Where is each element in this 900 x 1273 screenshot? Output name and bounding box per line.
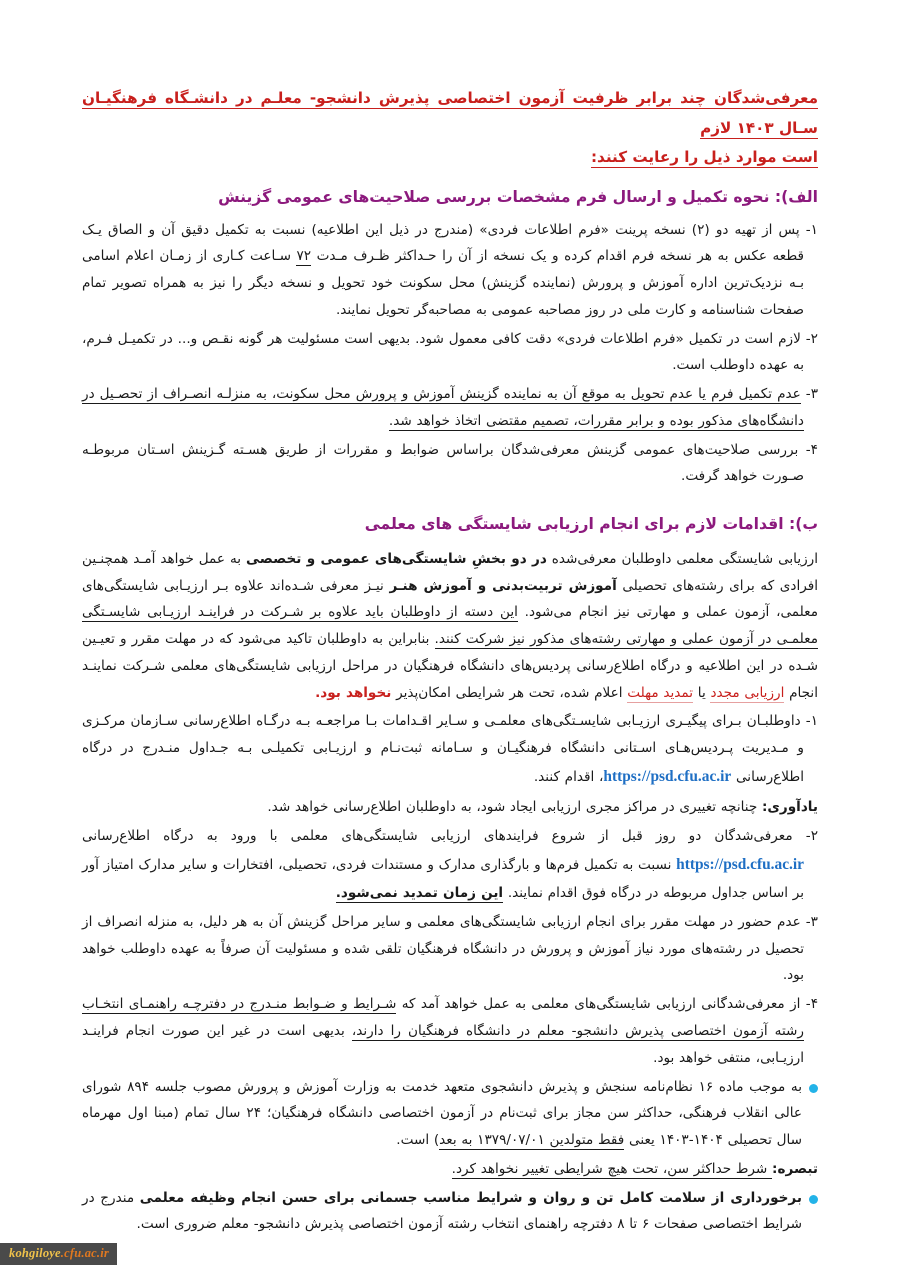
item-text: معرفی‌شدگان دو روز قبل از شروع فرایندهای ارزیابی شایستگی‌های معلمی با ورود به درگاه اطلاع‌رسانی — [82, 828, 793, 845]
item-text: پس از تهیه دو (۲) نسخه پرینت «فرم اطلاعات فردی» (مندرج در ذیل این اطلاعیه) نسبت به تکمیل دقیق آن و الصاق یـک قطعه عکس به هر نسخه فرم اقدام کرده و یک نسخه از آن را حـداکثر ظـرف مـدت — [82, 221, 804, 265]
item-text: عدم حضور در مهلت مقرر برای انجام ارزیابی شایستگی‌های معلمی و سایر مراحل گزینش آن به هر دلیل، به منزله انصراف از تحصیل در رشته‌های مورد نیاز آموزش و پرورش در دانشگاه فرهنگیان تلقی شده و مسئولیت آن صرفاً به عهده داوطلب خواهد بود. — [82, 913, 804, 984]
section-b-item-2 — [82, 823, 818, 907]
bullet-underlined-birthdate: فقط متولدین ۱۳۷۹/۰۷/۰۱ به بعد — [439, 1132, 625, 1149]
intro-t3: نیـز معرفی شـده‌اند علاوه بـر ارزیـابی شایستگی‌های معلمی، آزمون عملی و مهارتی نیز انجام می‌شود. — [82, 577, 818, 621]
document-title-line1: معرفی‌شدگان چند برابر ظرفیت آزمون اختصاصی پذیرش دانشجو- معلـم در دانشـگاه فرهنگیـان سـال ۱۴۰۳ لازم — [82, 89, 818, 137]
section-b-item-3 — [82, 909, 818, 989]
item-text-underlined: عدم تکمیل فرم یا عدم تحویل به موقع آن به نماینده گزینش آموزش و پرورش محل سکونت، به منزلـه انصـراف از تحصـیل در دانشگاه‌های مذکور بوده و برابر مقررات، تصمیم مقتضی اتخاذ خواهد شد. — [82, 386, 804, 429]
section-b-item-4 — [82, 991, 818, 1071]
item-number: ۴- — [805, 441, 818, 458]
item-text-cont: بدیهی است در غیر این صورت انجام فراینـد ارزیـابی، منتفی خواهد بود. — [82, 1023, 804, 1066]
bullet-dot-icon — [809, 1084, 818, 1093]
item-highlight-72: ۷۲ — [296, 248, 312, 265]
reminder-label: یادآوری: — [761, 799, 818, 816]
document-content — [82, 84, 818, 1240]
bullet-t2: ) است. — [396, 1132, 440, 1149]
section-b-item-1 — [82, 708, 818, 792]
intro-underlined-note: این دسته از داوطلبان باید علاوه بر شـرکت در فراینـد ارزیـابی شایسـتگی معلمـی در آزمون عملی و مهارتی رشته‌های مذکور نیز شرکت کنند. — [82, 604, 819, 648]
bullet-text-health-requirement — [82, 1185, 802, 1239]
site-watermark — [0, 1243, 117, 1265]
item-text-cont: سـاعت کـاری از زمـان اعلام اسامی بـه نزدیک‌ترین اداره آموزش و پرورش (نماینده گزینش) محل سکونت خود تحویل و نسخه دیگر را نیز به همراه تصویر تمام صفحات شناسنامه و کارت ملی در روز مصاحبه عمومی به مصاحبه‌گر تحویل نمایند. — [82, 248, 804, 318]
bullet-t1: به موجب ماده ۱۶ نظام‌نامه سنجش و پذیرش دانشجوی متعهد خدمت به وزارت آموزش و پرورش مصوب جلسه ۸۹۴ شورای عالی انقلاب فرهنگی، حداکثر سن مجاز برای ثبت‌نام در آزمون اختصاصی دانشگاه فرهنگیان؛ ۲۴ سال تمام (مبنا اول مهرماه سال تحصیلی ۱۴۰۴-۱۴۰۳ یعنی — [82, 1078, 803, 1149]
section-b-intro — [82, 546, 818, 707]
intro-bold-fields: آموزش تربیت‌بدنی و آموزش هنـر — [389, 577, 617, 594]
item-number: ۲- — [805, 828, 818, 845]
section-a-item-4 — [82, 437, 818, 491]
intro-t6: اعلام شده، تحت هر شرایطی امکان‌پذیر — [391, 684, 628, 701]
item-bold-no-extension: این زمان تمدید نمی‌شود. — [335, 885, 504, 902]
reminder-text: چنانچه تغییری در مراکز مجری ارزیابی ایجاد شود، به داوطلبان اطلاع‌رسانی خواهد شد. — [267, 799, 762, 816]
intro-t2: به عمل خواهد آمـد همچنـین افرادی که برای رشته‌های تحصیلی — [82, 550, 818, 594]
psd-portal-url-link-2[interactable]: https://psd.cfu.ac.ir — [676, 855, 804, 873]
item-number: ۳- — [805, 913, 818, 930]
item-number: ۴- — [805, 996, 819, 1013]
intro-red-not-possible: نخواهد بود. — [315, 684, 392, 701]
item-number: ۲- — [805, 330, 818, 347]
watermark-subdomain: kohgiloye — [9, 1246, 61, 1261]
document-title-line2: است موارد ذیل را رعایت کنند: — [590, 148, 818, 167]
section-a-item-2 — [82, 326, 818, 380]
item-text: داوطلبـان بـرای پیگیـری ارزیـابی شایسـتگی‌های معلمـی و سـایر اقـدامات بـا مراجعـه بـه درگـاه اطلاع‌رسانی سـازمان مرکـزی و مـدیریت پـردیس‌هـای اسـتانی دانشگاه فرهنگیـان و سـامانه ثبت‌نـام و ارزیـابی تکمیلـی بـه جـداول منـدرج در درگاه اطلاع‌رسانی — [82, 713, 804, 785]
watermark-domain: .cfu.ac.ir — [60, 1246, 109, 1261]
item-text-cont: نسبت به تکمیل فرم‌ها و بارگذاری مدارک و مستندات فردی، تحصیلی، افتخارات و سایر مدارک امتیاز آور بر اساس جداول مربوطه در درگاه فوق اقدام نمایند. — [82, 856, 804, 902]
section-a-heading: الف): نحوه تکمیل و ارسال فرم مشخصات بررسی صلاحیت‌های عمومی گزینش — [218, 187, 818, 206]
bullet-dot-icon — [809, 1195, 818, 1204]
bullet-plain-health: مندرج در شرایط اختصاصی صفحات ۶ تا ۸ دفترچه راهنمای انتخاب رشته آزمون اختصاصی پذیرش دانشجو- معلم ضروری است. — [82, 1189, 802, 1233]
section-b-reminder-note — [82, 794, 818, 821]
item-number: ۳- — [805, 386, 818, 403]
intro-t1: ارزیابی شایستگی معلمی داوطلبان معرفی‌شده — [546, 550, 819, 567]
psd-portal-url-link[interactable]: https://psd.cfu.ac.ir — [603, 767, 732, 785]
item-text: بررسی صلاحیت‌های عمومی گزینش معرفی‌شدگان براساس ضوابط و مقررات از طریق هسـته گـزینش اسـتان مربوطـه صـورت خواهد گرفت. — [82, 441, 804, 485]
tabsareh-note — [82, 1156, 818, 1183]
tabsareh-label: تبصره: — [772, 1160, 818, 1177]
tabsareh-text: شرط حداکثر سن، تحت هیچ شرایطی تغییر نخواهد کرد. — [451, 1160, 773, 1177]
bullet-item-age-limit — [82, 1074, 818, 1154]
item-underlined-conditions: شـرایط و ضـوابط منـدرج در دفترچـه راهنمـای انتخـاب رشته آزمون اختصاصی پذیرش دانشجو- معلم در دانشگاه فرهنگیان را دارند، — [82, 996, 805, 1039]
intro-red-deadline-extension: تمدید مهلت — [627, 684, 694, 701]
item-number: ۱- — [805, 221, 818, 238]
intro-red-reassessment: ارزیابی مجدد — [710, 684, 785, 701]
item-text-cont: ، اقدام کنند. — [533, 768, 604, 785]
intro-t5: یا — [693, 684, 711, 701]
section-b-heading: ب): اقدامات لازم برای انجام ارزیابی شایستگی های معلمی — [364, 515, 818, 534]
item-text: لازم است در تکمیل «فرم اطلاعات فردی» دقت کافی معمول شود. بدیهی است مسئولیت هر گونه نقـص و... در تکمیـل فـرم، به عهده داوطلب است. — [82, 330, 804, 374]
intro-bold-competency-sections: در دو بخشِ شایستگی‌های عمومی و تخصصی — [245, 550, 547, 567]
item-text: از معرفی‌شدگانی ارزیابی شایستگی‌های معلمی به عمل خواهد آمد که — [396, 996, 801, 1013]
bullet-bold-health: برخورداری از سلامت کامل تن و روان و شرایط مناسب جسمانی برای حسن انجام وظیفه معلمی — [139, 1189, 802, 1206]
bullet-item-health-requirement — [82, 1185, 818, 1239]
document-title — [82, 84, 818, 173]
bullet-text-age-limit — [82, 1074, 802, 1154]
intro-t4: بنابراین به داوطلبان تاکید می‌شود که در مهلت مقرر و تعیـین شـده در این اطلاعیه و درگاه اطلاع‌رسانی پردیس‌های دانشگاه فرهنگیان در مراحل ارزیابی شایستگی‌های معلمی شـرکت نماینـد انجام — [82, 631, 818, 701]
section-a-item-3 — [82, 381, 818, 435]
section-a-item-1 — [82, 217, 818, 324]
item-number: ۱- — [805, 713, 818, 730]
